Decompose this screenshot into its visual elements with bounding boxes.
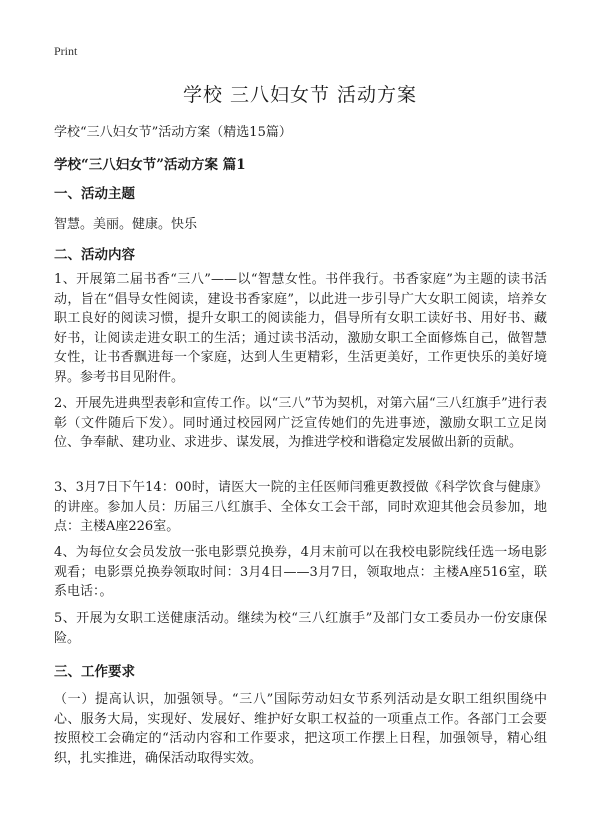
content-paragraph-3: 3、3月7日下午14：00时，请医大一院的主任医师闫雅更教授做《科学饮食与健康》的讲座。参加人员：历届三八红旗手、全体女工会干部，同时欢迎其他会员参加，地点：主楼A座226室。 bbox=[54, 480, 547, 534]
document-title: 学校 三八妇女节 活动方案 bbox=[182, 84, 418, 106]
chapter-title: 学校“三八妇女节”活动方案 篇1 bbox=[54, 157, 246, 173]
requirements-heading: 三、工作要求 bbox=[54, 664, 135, 680]
content-heading: 二、活动内容 bbox=[54, 247, 135, 263]
content-paragraph-4: 4、为每位女会员发放一张电影票兑换券，4月末前可以在我校电影院线任选一场电影观看；电影票兑换券领取时间：3月4日——3月7日，领取地点：主楼A座516室，联系电话：。 bbox=[54, 545, 547, 599]
requirements-paragraph-1: （一）提高认识，加强领导。“三八”国际劳动妇女节系列活动是女职工组织围绕中心、服务大局，实现好、发展好、维护好女职工权益的一项重点工作。各部门工会要按照校工会确定的“活动内容和工作要求，把这项工作摆上日程，加强领导，精心组织，扎实推进，确保活动取得实效。 bbox=[54, 692, 547, 766]
content-paragraph-2: 2、开展先进典型表彰和宣传工作。以“三八”节为契机，对第六届“三八红旗手”进行表彰（文件随后下发）。同时通过校园网广泛宣传她们的先进事迹，激励女职工立足岗位、争奉献、建功业、求进步、谋发展，为推进学校和谐稳定发展做出新的贡献。 bbox=[54, 396, 547, 450]
content-paragraph-1: 1、开展第二届书香“三八”——以“智慧女性。书伴我行。书香家庭”为主题的读书活动，旨在“倡导女性阅读，建设书香家庭”，以此进一步引导广大女职工阅读，培养女职工良好的阅读习惯，提升女职工的阅读能力，倡导所有女职工读好书、用好书、藏好书，让阅读走进女职工的生活；通过读书活动，激励女职工全面修炼自己，做智慧女性，让书香飘进每一个家庭，达到人生更精彩，生活更美好，工作更快乐的美好境界。参考书目见附件。 bbox=[54, 272, 547, 385]
print-label: Print bbox=[54, 44, 78, 58]
content-paragraph-5: 5、开展为女职工送健康活动。继续为校“三八红旗手”及部门女工委员办一份安康保险。 bbox=[54, 611, 547, 646]
theme-heading: 一、活动主题 bbox=[54, 186, 135, 202]
document-subtitle: 学校“三八妇女节”活动方案（精选15篇） bbox=[54, 125, 292, 140]
theme-text: 智慧。美丽。健康。快乐 bbox=[54, 217, 198, 232]
